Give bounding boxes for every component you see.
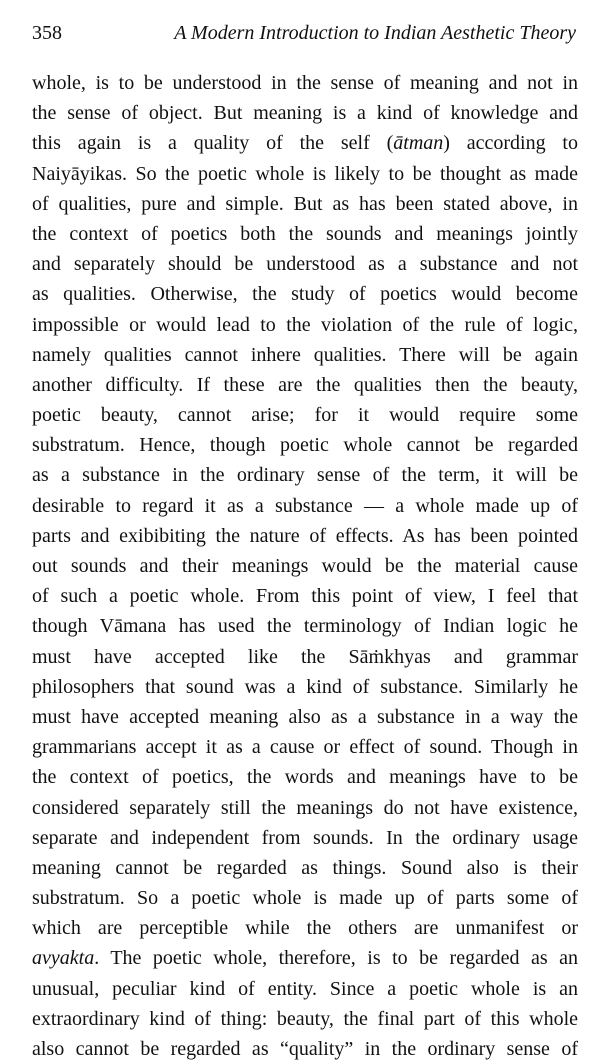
text-line: must have accepted meaning also as a substance in a way the — [32, 705, 578, 728]
text-line: the sense of object. But meaning is a kind of knowledge and — [32, 102, 578, 125]
text-line: must have accepted like the Sāṁkhyas and grammar — [32, 645, 578, 668]
text-line: philosophers that sound was a kind of substance. Similarly he — [32, 675, 578, 698]
text-line: as qualities. Otherwise, the study of poetics would become — [32, 283, 578, 306]
text-line: unusual, peculiar kind of entity. Since a poetic whole is an — [32, 977, 578, 1000]
text-line: substratum. So a poetic whole is made up of parts some of — [32, 887, 578, 910]
text-line: Naiyāyikas. So the poetic whole is likely to be thought as made — [32, 162, 578, 185]
text-line: the context of poetics both the sounds and meanings jointly — [32, 222, 578, 245]
text-line: also cannot be regarded as “quality” in the ordinary sense of — [32, 1038, 578, 1060]
text-line: of qualities, pure and simple. But as has been stated above, in — [32, 192, 578, 215]
text-line: of such a poetic whole. From this point of view, I feel that — [32, 585, 578, 608]
text-line: which are perceptible while the others are unmanifest or — [32, 917, 578, 940]
text-line: desirable to regard it as a substance — a whole made up of — [32, 494, 578, 517]
text-line: out sounds and their meanings would be the material cause — [32, 555, 578, 577]
page-number: 358 — [32, 22, 62, 44]
text-line: parts and exibibiting the nature of effects. As has been pointed — [32, 524, 578, 547]
text-line: as a substance in the ordinary sense of the term, it will be — [32, 464, 578, 487]
text-line: the context of poetics, the words and meanings have to be — [32, 766, 578, 789]
text-line: substratum. Hence, though poetic whole cannot be regarded — [32, 434, 578, 457]
text-line: another difficulty. If these are the qualities then the beauty, — [32, 373, 578, 396]
body-paragraph — [32, 68, 578, 1064]
text-line: this again is a quality of the self (ātman) according to — [32, 132, 578, 155]
text-line: meaning cannot be regarded as things. Sound also is their — [32, 856, 578, 879]
book-title: A Modern Introduction to Indian Aesthetic Theory — [174, 22, 576, 44]
text-line: and separately should be understood as a substance and not — [32, 253, 578, 276]
text-line: extraordinary kind of thing: beauty, the final part of this whole — [32, 1007, 578, 1030]
text-line: considered separately still the meanings do not have existence, — [32, 796, 578, 819]
text-line: impossible or would lead to the violation of the rule of logic, — [32, 313, 578, 336]
text-line: grammarians accept it as a cause or effect of sound. Though in — [32, 736, 578, 759]
text-line: whole, is to be understood in the sense of meaning and not in — [32, 72, 578, 94]
text-line: avyakta. The poetic whole, therefore, is to be regarded as an — [32, 947, 578, 970]
running-head — [32, 22, 576, 50]
text-line: poetic beauty, cannot arise; for it would require some — [32, 404, 578, 427]
text-line: though Vāmana has used the terminology of Indian logic he — [32, 615, 578, 638]
text-line: namely qualities cannot inhere qualities. There will be again — [32, 343, 578, 366]
text-line: separate and independent from sounds. In the ordinary usage — [32, 826, 578, 849]
